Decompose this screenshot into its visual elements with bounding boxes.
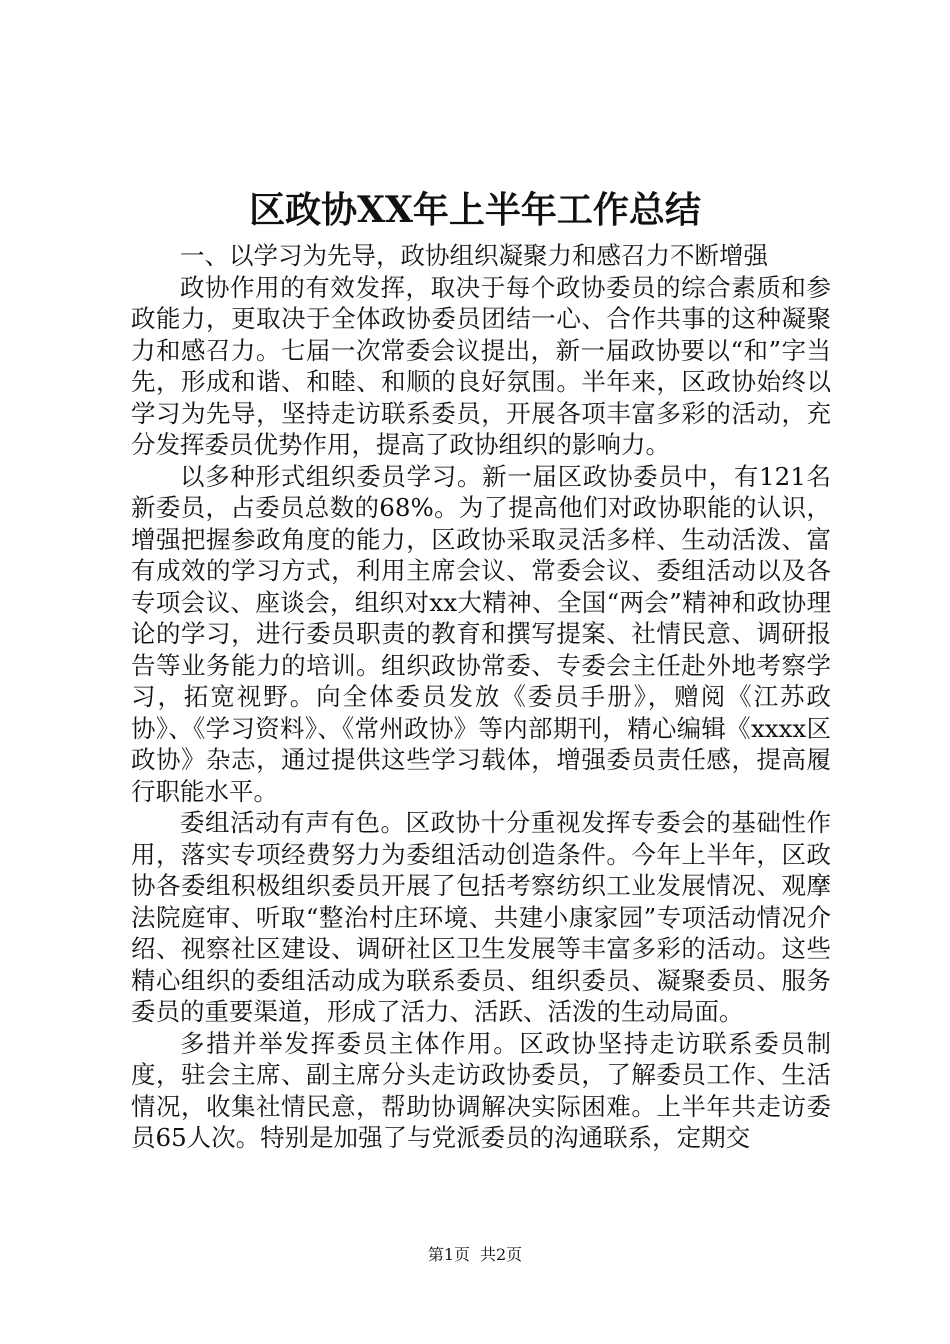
paragraph-intro: 政协作用的有效发挥，取决于每个政协委员的综合素质和参政能力，更取决于全体政协委员团结一心、合作共事的这种凝聚力和感召力。七届一次常委会议提出，新一届政协要以“和”字当先，形成和谐、和睦、和顺的良好氛围。半年来，区政协始终以学习为先导，坚持走访联系委员，开展各项丰富多彩的活动，充分发挥委员优势作用，提高了政协组织的影响力。 bbox=[131, 272, 831, 459]
page-total: 共2页 bbox=[480, 1245, 523, 1264]
paragraph-committee-activities: 委组活动有声有色。区政协十分重视发挥专委会的基础性作用，落实专项经费努力为委组活动创造条件。今年上半年，区政协各委组积极组织委员开展了包括考察纺织工业发展情况、观摩法院庭审、听取“整治村庄环境、共建小康家园”专项活动情况介绍、视察社区建设、调研社区卫生发展等丰富多彩的活动。这些精心组织的委组活动成为联系委员、组织委员、凝聚委员、服务委员的重要渠道，形成了活力、活跃、活泼的生动局面。 bbox=[131, 808, 831, 1026]
section-heading: 一、以学习为先导，政协组织凝聚力和感召力不断增强 bbox=[180, 241, 768, 270]
document-body bbox=[131, 240, 831, 1154]
page-footer bbox=[0, 1244, 950, 1266]
document-title: 区政协XX年上半年工作总结 bbox=[249, 189, 701, 231]
page-number: 第1页 bbox=[427, 1245, 470, 1264]
paragraph-member-role: 多措并举发挥委员主体作用。区政协坚持走访联系委员制度，驻会主席、副主席分头走访政协委员，了解委员工作、生活情况，收集社情民意，帮助协调解决实际困难。上半年共走访委员65人次。特别是加强了与党派委员的沟通联系，定期交 bbox=[131, 1028, 831, 1152]
paragraph-study: 以多种形式组织委员学习。新一届区政协委员中，有121名新委员，占委员总数的68%。为了提高他们对政协职能的认识，增强把握参政角度的能力，区政协采取灵活多样、生动活泼、富有成效的学习方式，利用主席会议、常委会议、委组活动以及各专项会议、座谈会，组织对xx大精神、全国“两会”精神和政协理论的学习，进行委员职责的教育和撰写提案、社情民意、调研报告等业务能力的培训。组织政协常委、专委会主任赴外地考察学习，拓宽视野。向全体委员发放《委员手册》，赠阅《江苏政协》、《学习资料》、《常州政协》等内部期刊，精心编辑《xxxx区政协》杂志，通过提供这些学习载体，增强委员责任感，提高履行职能水平。 bbox=[131, 461, 831, 806]
